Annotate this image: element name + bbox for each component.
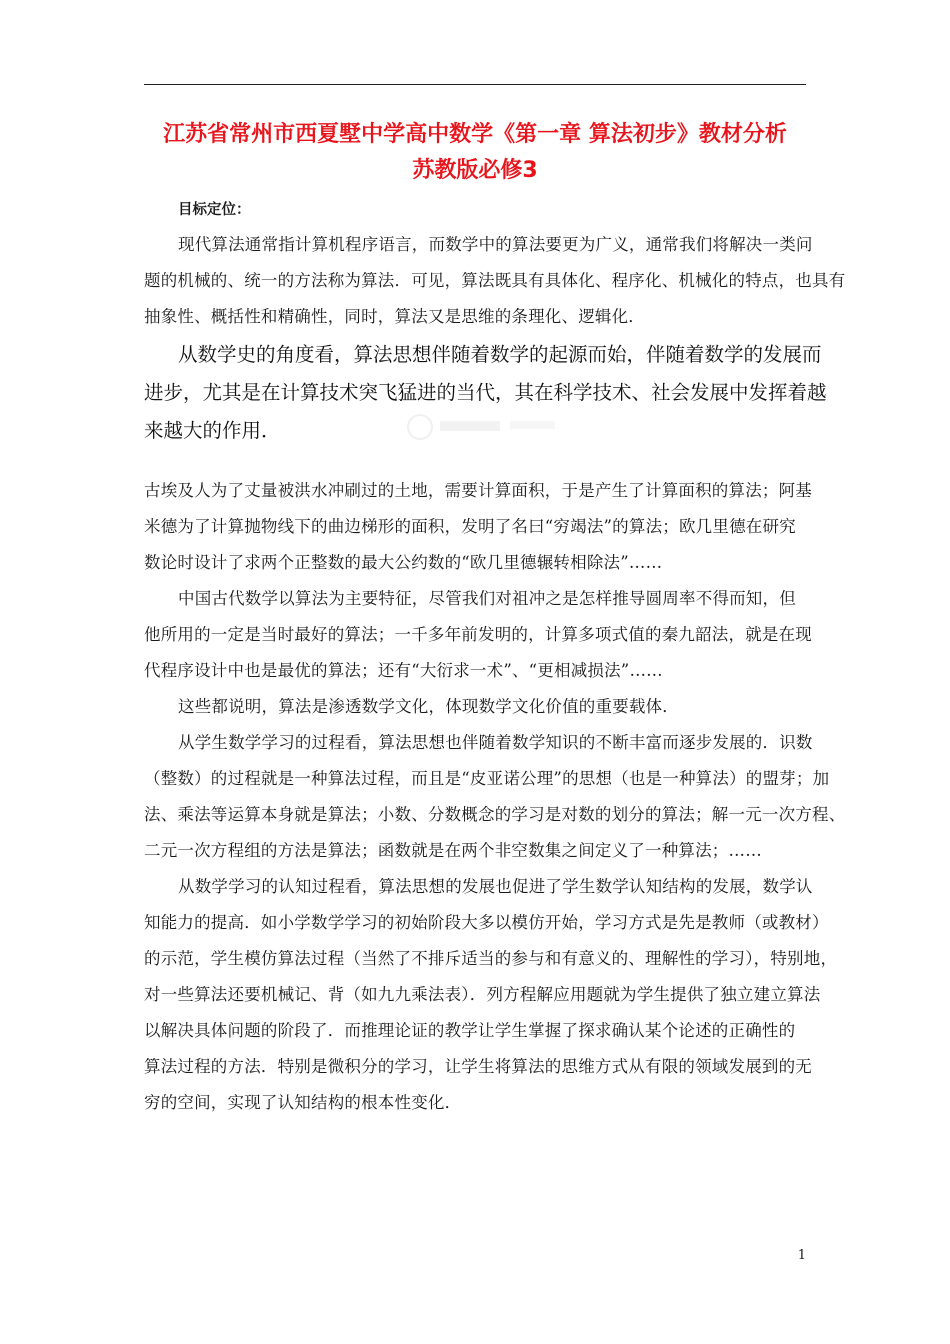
- para2-line-3: 来越大的作用．: [144, 419, 281, 442]
- section-heading: 目标定位：: [178, 202, 251, 218]
- para7-line-1: 从数学学习的认知过程看，算法思想的发展也促进了学生数学认知结构的发展，数学认: [178, 877, 813, 896]
- para4-line-2: 他所用的一定是当时最好的算法；一千多年前发明的，计算多项式值的秦九韶法，就是在现: [144, 625, 812, 644]
- para4-line-1: 中国古代数学以算法为主要特征，尽管我们对祖冲之是怎样推导圆周率不得而知，但: [178, 589, 796, 608]
- para7-line-4: 对一些算法还要机械记、背（如九九乘法表）．列方程解应用题就为学生提供了独立建立算法: [144, 985, 821, 1004]
- para6-line-1: 从学生数学学习的过程看，算法思想也伴随着数学知识的不断丰富而逐步发展的．识数: [178, 733, 813, 752]
- document-title-line-1: 江苏省常州市西夏墅中学高中数学《第一章 算法初步》教材分析: [163, 122, 787, 147]
- para7-line-2: 知能力的提高．如小学数学学习的初始阶段大多以模仿开始，学习方式是先是教师（或教材）: [144, 913, 829, 932]
- para3-line-3: 数论时设计了求两个正整数的最大公约数的“欧几里德辗转相除法”……: [144, 553, 663, 572]
- para3-line-2: 米德为了计算抛物线下的曲边梯形的面积，发明了名曰“穷竭法”的算法；欧几里德在研究: [144, 517, 796, 536]
- para1-line-3: 抽象性、概括性和精确性，同时，算法又是思维的条理化、逻辑化．: [144, 307, 645, 326]
- para7-line-6: 算法过程的方法．特别是微积分的学习，让学生将算法的思维方式从有限的领域发展到的无: [144, 1057, 812, 1076]
- para7-line-5: 以解决具体问题的阶段了．而推理论证的教学让学生掌握了探求确认某个论述的正确性的: [144, 1021, 796, 1040]
- para6-line-4: 二元一次方程组的方法是算法；函数就是在两个非空数集之间定义了一种算法；……: [144, 841, 762, 860]
- para4-line-3: 代程序设计中也是最优的算法；还有“大衍求一术”、“更相减损法”……: [144, 661, 663, 680]
- para6-line-2: （整数）的过程就是一种算法过程，而且是“皮亚诺公理”的思想（也是一种算法）的盟芽；加: [144, 769, 830, 788]
- page-number: 1: [797, 1248, 806, 1263]
- para7-line-3: 的示范，学生模仿算法过程（当然了不排斥适当的参与和有意义的、理解性的学习），特别地，: [144, 949, 838, 968]
- para1-line-2: 题的机械的、统一的方法称为算法．可见，算法既具有具体化、程序化、机械化的特点，也具有: [144, 271, 846, 290]
- watermark-logo: [400, 405, 570, 445]
- para5-line-1: 这些都说明，算法是渗透数学文化，体现数学文化价值的重要载体．: [178, 697, 679, 716]
- header-rule: [144, 84, 806, 85]
- para7-line-7: 穷的空间，实现了认知结构的根本性变化．: [144, 1093, 462, 1112]
- para6-line-3: 法、乘法等运算本身就是算法；小数、分数概念的学习是对数的划分的算法；解一元一次方程、: [144, 805, 846, 824]
- para2-line-2: 进步，尤其是在计算技术突飞猛进的当代，其在科学技术、社会发展中发挥着越: [144, 381, 827, 404]
- para1-line-1: 现代算法通常指计算机程序语言，而数学中的算法要更为广义，通常我们将解决一类问: [178, 235, 813, 254]
- document-title-line-2: 苏教版必修3: [412, 158, 538, 183]
- para3-line-1: 古埃及人为了丈量被洪水冲刷过的土地，需要计算面积，于是产生了计算面积的算法；阿基: [144, 481, 812, 500]
- para2-line-1: 从数学史的角度看，算法思想伴随着数学的起源而始，伴随着数学的发展而: [178, 343, 822, 366]
